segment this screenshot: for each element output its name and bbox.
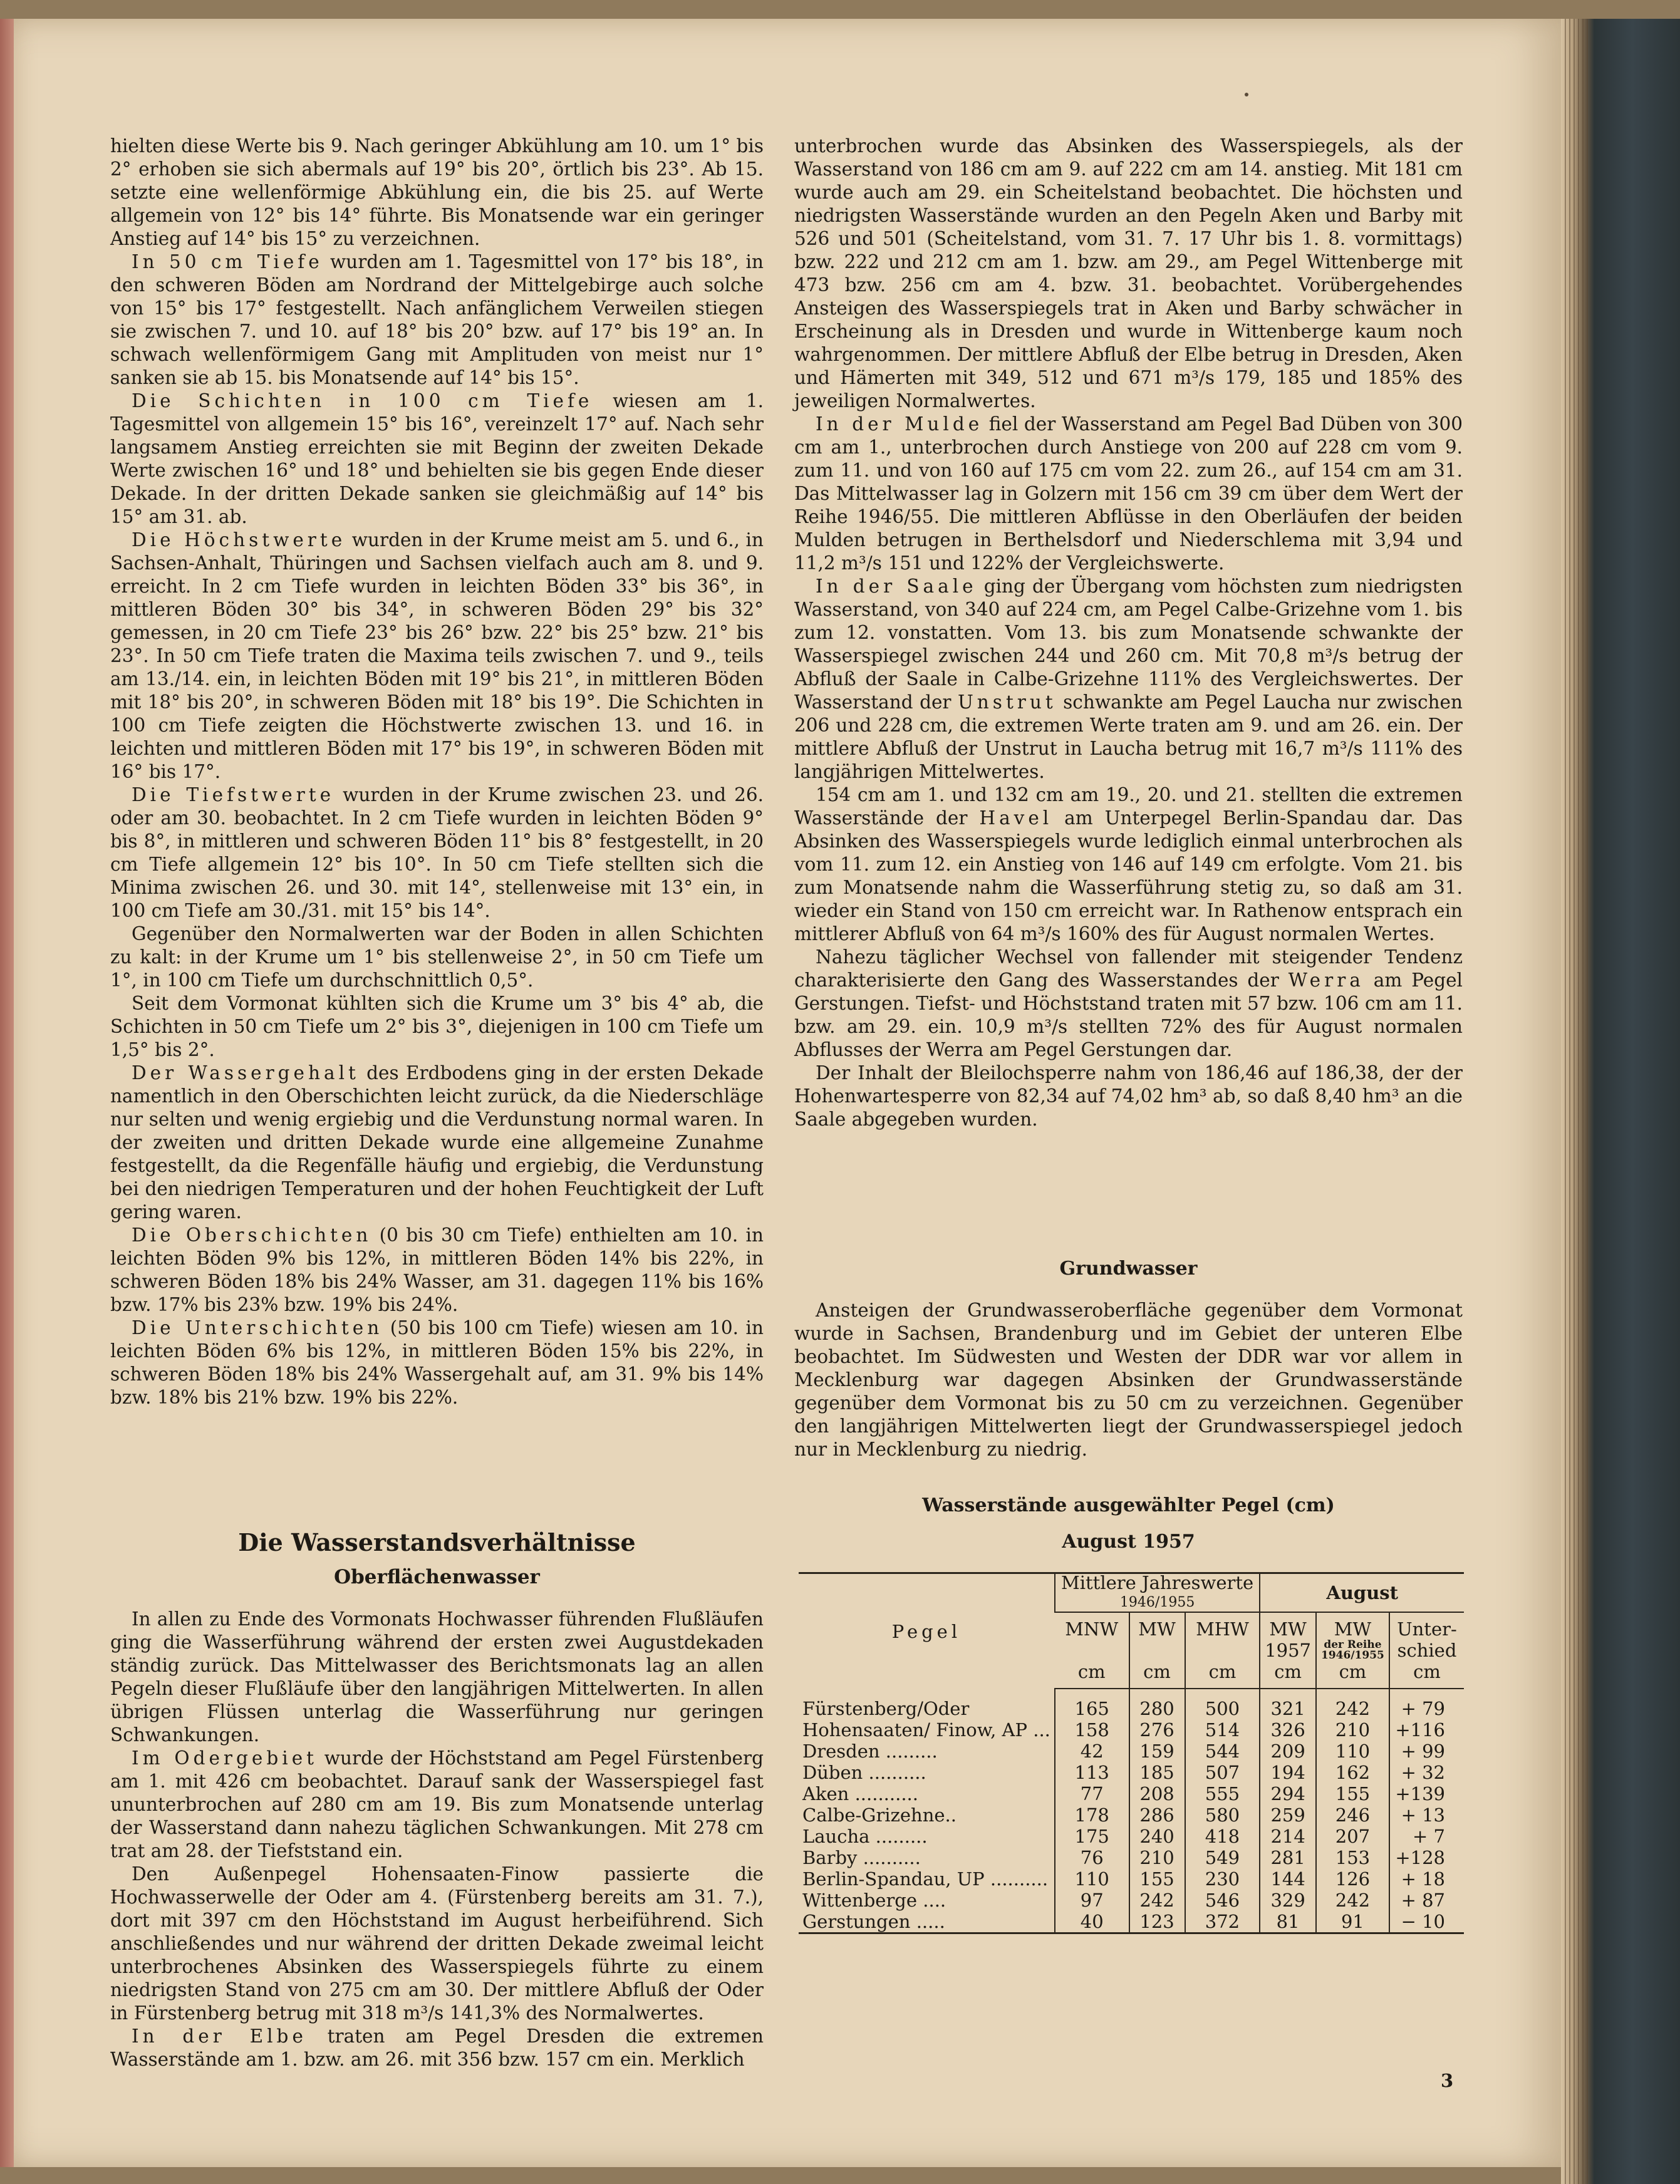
mw1957-cell: 329 (1260, 1890, 1316, 1911)
spaced-term: In 50 cm Tiefe (132, 251, 323, 272)
groundwater-text (794, 1299, 1463, 1461)
mnw-cell: 110 (1055, 1868, 1129, 1890)
mw-reihe-cell: 126 (1316, 1868, 1389, 1890)
mw1957-cell: 326 (1260, 1719, 1316, 1741)
diff-cell: + 18 (1389, 1868, 1464, 1890)
page-number: 3 (1441, 2070, 1454, 2091)
mnw-cell: 40 (1055, 1911, 1129, 1933)
paragraph: Der Inhalt der Bleilochsperre nahm von 186,46 auf 186,38, der der Hohenwartesperre von 82,34 auf 74,02 hm³ ab, so daß 8,40 hm³ an die Saale abgegeben wurden. (794, 1062, 1463, 1130)
book-spine-edge (1561, 19, 1680, 2184)
pegel-cell: Hohensaaten/ Finow, AP ... (802, 1719, 1050, 1741)
spaced-term: Im Odergebiet (132, 1747, 318, 1769)
mw-cell: 208 (1129, 1783, 1185, 1804)
paragraph: In 50 cm Tiefe wurden am 1. Tagesmittel von 17° bis 18°, in den schweren Böden am Nordrand der Mittelgebirge auch solche von 15° bis 17° festgestellt. Nach anfänglichem Verweilen stiegen sie zwischen 7. und 10. auf 18° bis 20° bzw. auf 17° bis 19° an. In schwach wellenförmigem Gang mit Amplituden von meist nur 1° sanken sie ab 15. bis Monatsende auf 14° bis 15°. (110, 251, 764, 388)
spaced-term: Die Schichten in 100 cm Tiefe (132, 390, 593, 411)
table-row (799, 1804, 1464, 1826)
diff-cell: +116 (1389, 1719, 1464, 1741)
pegel-cell: Wittenberge .... (802, 1890, 946, 1911)
table-row (799, 1890, 1464, 1911)
mhw-cell: 507 (1185, 1762, 1260, 1783)
paragraph: Ansteigen der Grundwasseroberfläche gegenüber dem Vormonat wurde in Sachsen, Brandenburg und im Gebiet der unteren Elbe beobachtet. Im Südwesten und Westen der DDR war vor allem in Mecklenburg war dagegen Absinken der Grundwasserstände gegenüber dem Vormonat bis zu 50 cm zu verzeichnen. Gegenüber den langjährigen Mittelwerten liegt der Grundwasserspiegel jedoch nur in Mecklenburg zu niedrig. (794, 1300, 1463, 1460)
spaced-term: Havel (979, 807, 1053, 829)
paragraph: In der Mulde fiel der Wasserstand am Pegel Bad Düben von 300 cm am 1., unterbrochen durch Anstiege von 200 auf 228 cm vom 9. zum 11. und von 160 auf 175 cm vom 22. zum 26., auf 154 cm am 31. Das Mittelwasser lag in Golzern mit 156 cm 39 cm über dem Wert der Reihe 1946/55. Die mittleren Abflüsse in den Oberläufen der beiden Mulden betrugen in Berthelsdorf und Niederschlema mit 3,94 und 11,2 m³/s 151 und 122% der Vergleichswerte. (794, 413, 1463, 574)
mw-reihe-cell: 162 (1316, 1762, 1389, 1783)
paragraph: Der Wassergehalt des Erdbodens ging in der ersten Dekade namentlich in den Oberschichten leicht zurück, da die Niederschläge nur selten und wenig ergiebig und die Verdunstung normal waren. In der zweiten und dritten Dekade wurde eine allgemeine Zunahme festgestellt, da die Regenfälle häufig und ergiebig, die Verdunstung bei den niedrigen Temperaturen und der hohen Feuchtigkeit der Luft gering waren. (110, 1062, 764, 1223)
page-speck (1245, 93, 1248, 96)
spaced-term: In der Elbe (132, 2026, 307, 2047)
mw-reihe-cell: 91 (1316, 1911, 1389, 1933)
spaced-term: In der Mulde (816, 413, 983, 435)
paragraph: Seit dem Vormonat kühlten sich die Krume um 3° bis 4° ab, die Schichten in 50 cm Tiefe um 2° bis 3°, diejenigen in 100 cm Tiefe um 1,5° bis 2°. (110, 993, 764, 1060)
pegel-cell: Barby .......... (802, 1847, 921, 1868)
pegel-cell: Berlin-Spandau, UP .......... (802, 1868, 1049, 1890)
paragraph: Die Höchstwerte wurden in der Krume meist am 5. und 6., in Sachsen-Anhalt, Thüringen und Sachsen vielfach auch am 8. und 9. erreicht. In 2 cm Tiefe wurden in leichten Böden 33° bis 36°, in mittleren Böden 30° bis 34°, in schweren Böden 29° bis 32° gemessen, in 20 cm Tiefe 23° bis 26° bzw. 22° bis 25° bzw. 21° bis 23°. In 50 cm Tiefe traten die Maxima teils zwischen 7. und 9., teils am 13./14. ein, in leichten Böden mit 19° bis 21°, in mittleren Böden mit 18° bis 20°, in schweren Böden mit 18° bis 19°. Die Schichten in 100 cm Tiefe zeigten die Höchstwerte zwischen 13. und 16. in leichten und mittleren Böden mit 17° bis 19°, in schweren Böden mit 16° bis 17°. (110, 529, 764, 782)
mnw-cell: 165 (1055, 1689, 1129, 1719)
header-group-annual: Mittlere Jahreswerte 1946/1955 (1055, 1573, 1260, 1613)
mw1957-cell: 281 (1260, 1847, 1316, 1868)
mw-reihe-cell: 155 (1316, 1783, 1389, 1804)
table-subtitle: August 1957 (1062, 1531, 1195, 1553)
spaced-term: Die Oberschichten (132, 1224, 372, 1246)
diff-cell: + 99 (1389, 1741, 1464, 1762)
paragraph: unterbrochen wurde das Absinken des Wasserspiegels, als der Wasserstand von 186 cm am 9. auf 222 cm am 14. anstieg. Mit 181 cm wurde auch am 29. ein Scheitelstand beobachtet. Die höchsten und niedrigsten Wasserstände wurden an den Pegeln Aken und Barby mit 526 und 501 (Scheitelstand, vom 31. 7. 17 Uhr bis 1. 8. vormittags) bzw. 222 und 212 cm am 1. bzw. am 29., am Pegel Wittenberge mit 473 bzw. 256 cm am 4. bzw. 31. beobachtet. Vorübergehendes Ansteigen des Wasserspiegels trat in Aken und Barby schwächer in Erscheinung als in Dresden und wurde in Wittenberge kaum noch wahrgenommen. Der mittlere Abfluß der Elbe betrug in Dresden, Aken und Hämerten mit 349, 512 und 671 m³/s 179, 185 und 185% des jeweiligen Normalwertes. (794, 135, 1463, 411)
mnw-cell: 77 (1055, 1783, 1129, 1804)
paragraph: Die Unterschichten (50 bis 100 cm Tiefe) wiesen am 10. in leichten Böden 6% bis 12%, in mittleren Böden 15% bis 22%, in schweren Böden 18% bis 24% Wassergehalt auf, am 31. 9% bis 14% bzw. 18% bis 21% bzw. 19% bis 22%. (110, 1317, 764, 1408)
mw-cell: 280 (1129, 1689, 1185, 1719)
paragraph: Die Tiefstwerte wurden in der Krume zwischen 23. und 26. oder am 30. beobachtet. In 2 cm Tiefe wurden in leichten Böden 9° bis 8°, in mittleren und schweren Böden 11° bis 8° festgestellt, in 20 cm Tiefe allgemein 12° bis 10°. In 50 cm Tiefe stellten sich die Minima zwischen 26. und 30. mit 14°, stellenweise mit 13° ein, in 100 cm Tiefe am 30./31. mit 15° bis 14°. (110, 784, 764, 921)
mw-cell: 242 (1129, 1890, 1185, 1911)
mnw-cell: 113 (1055, 1762, 1129, 1783)
water-level-table (799, 1572, 1464, 1934)
mhw-cell: 546 (1185, 1890, 1260, 1911)
mw1957-cell: 321 (1260, 1689, 1316, 1719)
mnw-cell: 175 (1055, 1826, 1129, 1847)
table-row (799, 1783, 1464, 1804)
mw-cell: 240 (1129, 1826, 1185, 1847)
mhw-cell: 500 (1185, 1689, 1260, 1719)
mw-cell: 210 (1129, 1847, 1185, 1868)
spaced-term: Werra (1288, 970, 1364, 991)
mhw-cell: 514 (1185, 1719, 1260, 1741)
mw-reihe-cell: 246 (1316, 1804, 1389, 1826)
pegel-cell: Calbe-Grizehne.. (802, 1804, 957, 1826)
paragraph: 154 cm am 1. und 132 cm am 19., 20. und 21. stellten die extremen Wasserstände der Havel am Unterpegel Berlin-Spandau dar. Das Absinken des Wasserspiegels wurde lediglich einmal unterbrochen als vom 11. zum 12. ein Anstieg von 146 auf 149 cm erfolgte. Vom 21. bis zum Monatsende nahm die Wasserführung stetig zu, so daß am 31. wieder ein Stand von 150 cm erreicht war. In Rathenow entsprach ein mittlerer Abfluß von 64 m³/s 160% des für August normalen Wertes. (794, 784, 1463, 945)
mw-cell: 286 (1129, 1804, 1185, 1826)
mnw-cell: 76 (1055, 1847, 1129, 1868)
diff-cell: − 10 (1389, 1911, 1464, 1933)
mw-reihe-cell: 153 (1316, 1847, 1389, 1868)
diff-cell: + 7 (1389, 1826, 1464, 1847)
table-row (799, 1741, 1464, 1762)
mw1957-cell: 81 (1260, 1911, 1316, 1933)
pegel-cell: Fürstenberg/Oder (802, 1697, 970, 1719)
mnw-cell: 158 (1055, 1719, 1129, 1741)
mw1957-cell: 144 (1260, 1868, 1316, 1890)
mw-cell: 155 (1129, 1868, 1185, 1890)
paragraph: Die Oberschichten (0 bis 30 cm Tiefe) enthielten am 10. in leichten Böden 9% bis 12%, in mittleren Böden 14% bis 22%, in schweren Böden 18% bis 24% Wasser, am 31. dagegen 11% bis 16% bzw. 17% bis 23% bzw. 19% bis 24%. (110, 1224, 764, 1315)
table-row (799, 1847, 1464, 1868)
mhw-cell: 544 (1185, 1741, 1260, 1762)
spaced-term: Die Unterschichten (132, 1317, 383, 1338)
mhw-cell: 230 (1185, 1868, 1260, 1890)
header-mw-reihe: MW der Reihe 1946/1955 cm (1316, 1612, 1389, 1689)
paragraph: In der Saale ging der Übergang vom höchsten zum niedrigsten Wasserstand, von 340 auf 224 cm, am Pegel Calbe-Grizehne vom 1. bis zum 12. vonstatten. Vom 13. bis zum Monatsende schwankte der Wasserspiegel zwischen 244 und 260 cm. Mit 70,8 m³/s betrug der Abfluß der Saale in Calbe-Grizehne 111% des Vergleichswertes. Der Wasserstand der Unstrut schwankte am Pegel Laucha nur zwischen 206 und 228 cm, die extremen Werte traten am 9. und am 26. ein. Der mittlere Abfluß der Unstrut in Laucha betrug mit 16,7 m³/s 111% des langjährigen Mittelwertes. (794, 576, 1463, 782)
table-row (799, 1719, 1464, 1741)
mw1957-cell: 259 (1260, 1804, 1316, 1826)
mhw-cell: 555 (1185, 1783, 1260, 1804)
header-unterschied: Unter- schied cm (1389, 1612, 1464, 1689)
header-pegel: Pegel (799, 1573, 1055, 1689)
mw-cell: 276 (1129, 1719, 1185, 1741)
diff-cell: + 79 (1389, 1689, 1464, 1719)
table-row (799, 1826, 1464, 1847)
pegel-cell: Düben .......... (802, 1762, 926, 1783)
diff-cell: + 87 (1389, 1890, 1464, 1911)
mhw-cell: 418 (1185, 1826, 1260, 1847)
table-row (799, 1911, 1464, 1933)
paragraph: Im Odergebiet wurde der Höchststand am Pegel Fürstenberg am 1. mit 426 cm beobachtet. Darauf sank der Wasserspiegel fast ununterbrochen auf 280 cm am 19. Bis zum Monatsende unterlag der Wasserstand dann nahezu täglichen Schwankungen. Mit 278 cm trat am 28. der Tiefststand ein. (110, 1747, 764, 1861)
mnw-cell: 97 (1055, 1890, 1129, 1911)
mw-reihe-cell: 110 (1316, 1741, 1389, 1762)
right-column (794, 135, 1463, 1131)
header-mhw: MHW cm (1185, 1612, 1260, 1689)
mw1957-cell: 194 (1260, 1762, 1316, 1783)
spaced-term: Die Tiefstwerte (132, 784, 335, 805)
spaced-term: Der Wassergehalt (132, 1062, 360, 1084)
mw1957-cell: 294 (1260, 1783, 1316, 1804)
mw-reihe-cell: 242 (1316, 1689, 1389, 1719)
section-title: Die Wasserstandsverhältnisse (238, 1528, 636, 1556)
mw-reihe-cell: 242 (1316, 1890, 1389, 1911)
paragraph: In allen zu Ende des Vormonats Hochwasser führenden Flußläufen ging die Wasserführung während der ersten zwei Augustdekaden ständig zurück. Das Mittelwasser des Berichtsmonats lag an allen Pegeln dieser Flußläufe über den langjährigen Mittelwerten. In allen übrigen Flüssen unterlag die Wasserführung nur geringen Schwankungen. (110, 1608, 764, 1746)
header-group-august: August (1260, 1573, 1464, 1613)
table-row (799, 1868, 1464, 1890)
paragraph: Gegenüber den Normalwerten war der Boden in allen Schichten zu kalt: in der Krume um 1° bis stellenweise 2°, in 50 cm Tiefe um 1°, in 100 cm Tiefe um durchschnittlich 0,5°. (110, 923, 764, 991)
mw-reihe-cell: 210 (1316, 1719, 1389, 1741)
mw-cell: 123 (1129, 1911, 1185, 1933)
table-row (799, 1762, 1464, 1783)
left-column (110, 135, 764, 1409)
table-row (799, 1689, 1464, 1719)
mw1957-cell: 214 (1260, 1826, 1316, 1847)
paragraph: hielten diese Werte bis 9. Nach geringer Abkühlung am 10. um 1° bis 2° erhoben sie sich abermals auf 19° bis 20°, örtlich bis 23°. Ab 15. setzte eine wellenförmige Abkühlung ein, die bis 25. auf Werte allgemein von 12° bis 14° führte. Bis Monatsende war ein geringer Anstieg auf 14° bis 15° zu verzeichnen. (110, 135, 764, 249)
mw-cell: 159 (1129, 1741, 1185, 1762)
surface-water-text (110, 1608, 764, 2071)
pegel-cell: Aken ........... (802, 1783, 918, 1804)
diff-cell: +139 (1389, 1783, 1464, 1804)
header-mw-1957: MW 1957 cm (1260, 1612, 1316, 1689)
diff-cell: + 32 (1389, 1762, 1464, 1783)
pegel-cell: Gerstungen ..... (799, 1911, 1055, 1933)
mw-reihe-cell: 207 (1316, 1826, 1389, 1847)
table-title: Wasserstände ausgewählter Pegel (cm) (922, 1494, 1335, 1516)
mhw-cell: 549 (1185, 1847, 1260, 1868)
diff-cell: + 13 (1389, 1804, 1464, 1826)
header-mw: MW cm (1129, 1612, 1185, 1689)
spaced-term: In der Saale (816, 576, 977, 597)
mhw-cell: 580 (1185, 1804, 1260, 1826)
paragraph: In der Elbe traten am Pegel Dresden die extremen Wasserstände am 1. bzw. am 26. mit 356 bzw. 157 cm ein. Merklich (110, 2026, 764, 2070)
paragraph: Die Schichten in 100 cm Tiefe wiesen am 1. Tagesmittel von allgemein 15° bis 16°, vereinzelt 17° auf. Nach sehr langsamem Anstieg erreichten sie mit Beginn der zweiten Dekade Werte zwischen 16° und 18° und behielten sie bis gegen Ende dieser Dekade. In der dritten Dekade sanken sie gleichmäßig auf 14° bis 15° am 31. ab. (110, 390, 764, 527)
section-subtitle: Oberflächenwasser (334, 1566, 540, 1588)
mhw-cell: 372 (1185, 1911, 1260, 1933)
mw-cell: 185 (1129, 1762, 1185, 1783)
paragraph: Nahezu täglicher Wechsel von fallender mit steigender Tendenz charakterisierte den Gang des Wasserstandes der Werra am Pegel Gerstungen. Tiefst- und Höchststand traten mit 57 bzw. 106 cm am 11. bzw. am 29. ein. 10,9 m³/s stellten 72% des für August normalen Abflusses der Werra am Pegel Gerstungen dar. (794, 946, 1463, 1060)
pegel-cell: Dresden ......... (802, 1741, 938, 1762)
mw1957-cell: 209 (1260, 1741, 1316, 1762)
mnw-cell: 42 (1055, 1741, 1129, 1762)
groundwater-title: Grundwasser (1059, 1258, 1198, 1280)
pegel-cell: Laucha ......... (802, 1826, 928, 1847)
header-mnw: MNW cm (1055, 1612, 1129, 1689)
spaced-term: Die Höchstwerte (132, 529, 346, 551)
spaced-term: Unstrut (957, 691, 1057, 713)
mnw-cell: 178 (1055, 1804, 1129, 1826)
paragraph: Den Außenpegel Hohensaaten-Finow passierte die Hochwasserwelle der Oder am 4. (Fürstenberg bereits am 31. 7.), dort mit 397 cm den Höchststand im August herbeiführend. Sich anschließendes und nur während der dritten Dekade zweimal leicht unterbrochenes Absinken des Wasserspiegels führte zu einem niedrigsten Stand von 275 cm am 30. Der mittlere Abfluß der Oder in Fürstenberg betrug mit 318 m³/s 141,3% des Normalwertes. (110, 1863, 764, 2024)
diff-cell: +128 (1389, 1847, 1464, 1868)
